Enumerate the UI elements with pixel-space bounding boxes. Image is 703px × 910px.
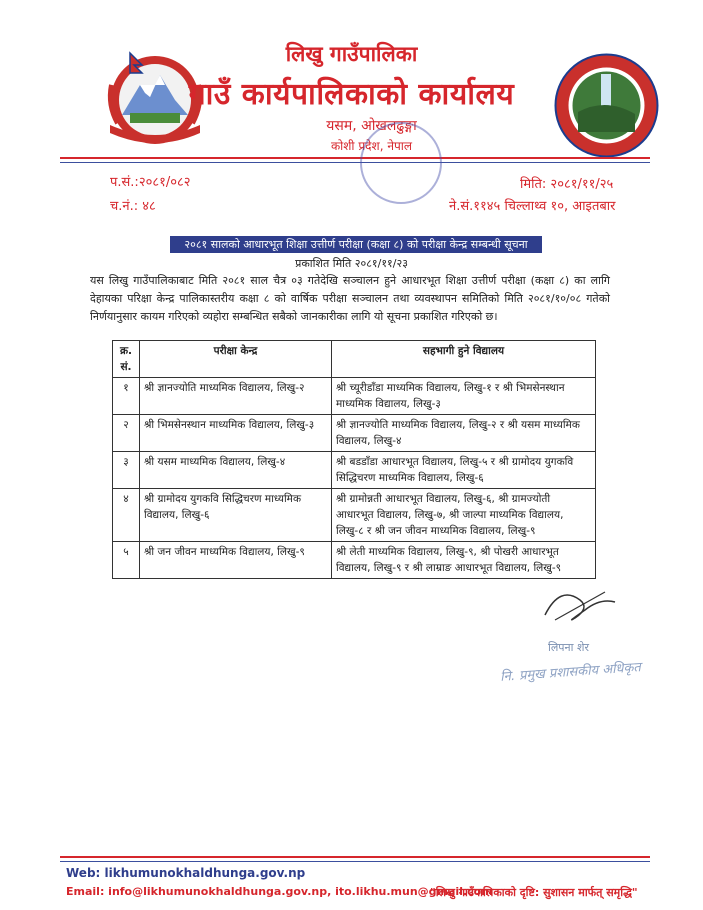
footer-website: Web: likhumunokhaldhunga.gov.np — [66, 866, 306, 880]
serial-cell: २ — [113, 415, 140, 452]
signature-image — [535, 580, 625, 630]
table-row — [113, 378, 596, 415]
center-cell: श्री ज्ञानज्योति माध्यमिक विद्यालय, लिखु-२ — [140, 378, 332, 415]
municipality-name: लिखु गाउँपालिका — [285, 42, 418, 66]
letter-date: मिति: २०८१/११/२५ — [520, 177, 614, 192]
col-schools-header: सहभागी हुने विद्यालय — [332, 341, 596, 378]
office-stamp — [360, 122, 442, 204]
serial-cell: ४ — [113, 489, 140, 542]
office-name: गाउँ कार्यपालिकाको कार्यालय — [188, 77, 515, 112]
signatory-title: नि. प्रमुख प्रशासकीय अधिकृत — [499, 660, 642, 685]
signatory-name: लिपना शेर — [548, 641, 589, 654]
schools-cell: श्री ग्रामोन्नती आधारभूत विद्यालय, लिखु-६, श्री ग्रामज्योती आधारभूत विद्यालय, लिखु-७, श्री जाल्पा माध्यमिक विद्यालय, लिखु-८ र श्री जन जीवन माध्यमिक विद्यालय, लिखु-९ — [332, 489, 596, 542]
table-header-row — [113, 341, 596, 378]
footer-email: Email: info@likhumunokhaldhunga.gov.np, ito.likhu.mun@gmail.com — [66, 885, 493, 898]
office-address: यसम, ओखलढुङ्गा — [326, 118, 417, 134]
table-row — [113, 415, 596, 452]
center-cell: श्री यसम माध्यमिक विद्यालय, लिखु-४ — [140, 452, 332, 489]
header-divider-blue — [60, 162, 650, 163]
notice-title: २०८१ सालको आधारभूत शिक्षा उत्तीर्ण परीक्षा (कक्षा ८) को परीक्षा केन्द्र सम्बन्धी सूचना — [170, 236, 542, 253]
notice-body: यस लिखु गाउँपालिकाबाट मिति २०८१ साल चैत्र ०३ गतेदेखि सञ्चालन हुने आधारभूत शिक्षा उत्तीर्ण परीक्षा (कक्षा ८) का लागि देहायका परिक्षा केन्द्र पालिकास्तरीय कक्षा ८ को वार्षिक परीक्षा सञ्चालन तथा व्यवस्थापन समितिको मिति २०८१/१०/०८ गतेको निर्णयानुसार कायम गरिएको व्यहोरा सम्बन्धित सबैको जानकारीका लागि यो सूचना प्रकाशित गरिएको छ। — [90, 274, 610, 323]
published-date: प्रकाशित मिति २०८१/११/२३ — [295, 257, 408, 270]
schools-cell: श्री लेती माध्यमिक विद्यालय, लिखु-९, श्री पोखरी आधारभूत विद्यालय, लिखु-९ र श्री लाम्राङ आधारभूत विद्यालय, लिखु-९ — [332, 542, 596, 579]
header-divider-red — [60, 157, 650, 159]
footer-slogan: "लिखु गाउँपालिकाको दृष्टि: सुशासन मार्फत् समृद्धि" — [430, 886, 638, 899]
table-row — [113, 489, 596, 542]
schools-cell: श्री ज्ञानज्योति माध्यमिक विद्यालय, लिखु-२ र श्री यसम माध्यमिक विद्यालय, लिखु-४ — [332, 415, 596, 452]
exam-center-table — [112, 340, 596, 579]
col-center-header: परीक्षा केन्द्र — [140, 341, 332, 378]
center-cell: श्री ग्रामोदय युगकवि सिद्धिचरण माध्यमिक विद्यालय, लिखु-६ — [140, 489, 332, 542]
footer-divider-red — [60, 856, 650, 858]
schools-cell: श्री बडडाँडा आधारभूत विद्यालय, लिखु-५ र श्री ग्रामोदय युगकवि सिद्धिचरण माध्यमिक विद्यालय, लिखु-६ — [332, 452, 596, 489]
dispatch-number: च.नं.: ४८ — [110, 199, 156, 214]
footer-divider-blue — [60, 861, 650, 862]
center-cell: श्री जन जीवन माध्यमिक विद्यालय, लिखु-९ — [140, 542, 332, 579]
municipality-logo — [553, 52, 660, 159]
reference-number: प.सं.:२०८१/०८२ — [110, 175, 191, 190]
center-cell: श्री भिमसेनस्थान माध्यमिक विद्यालय, लिखु-३ — [140, 415, 332, 452]
schools-cell: श्री च्यूरीडाँडा माध्यमिक विद्यालय, लिखु-१ र श्री भिमसेनस्थान माध्यमिक विद्यालय, लिखु-३ — [332, 378, 596, 415]
serial-cell: ५ — [113, 542, 140, 579]
serial-cell: १ — [113, 378, 140, 415]
nepal-sambat-date: ने.सं.११४५ चिल्लाथ्व १०, आइतबार — [449, 199, 616, 214]
serial-cell: ३ — [113, 452, 140, 489]
col-serial-header: क्र. सं. — [113, 341, 140, 378]
table-row — [113, 542, 596, 579]
office-province: कोशी प्रदेश, नेपाल — [330, 139, 413, 153]
table-row — [113, 452, 596, 489]
